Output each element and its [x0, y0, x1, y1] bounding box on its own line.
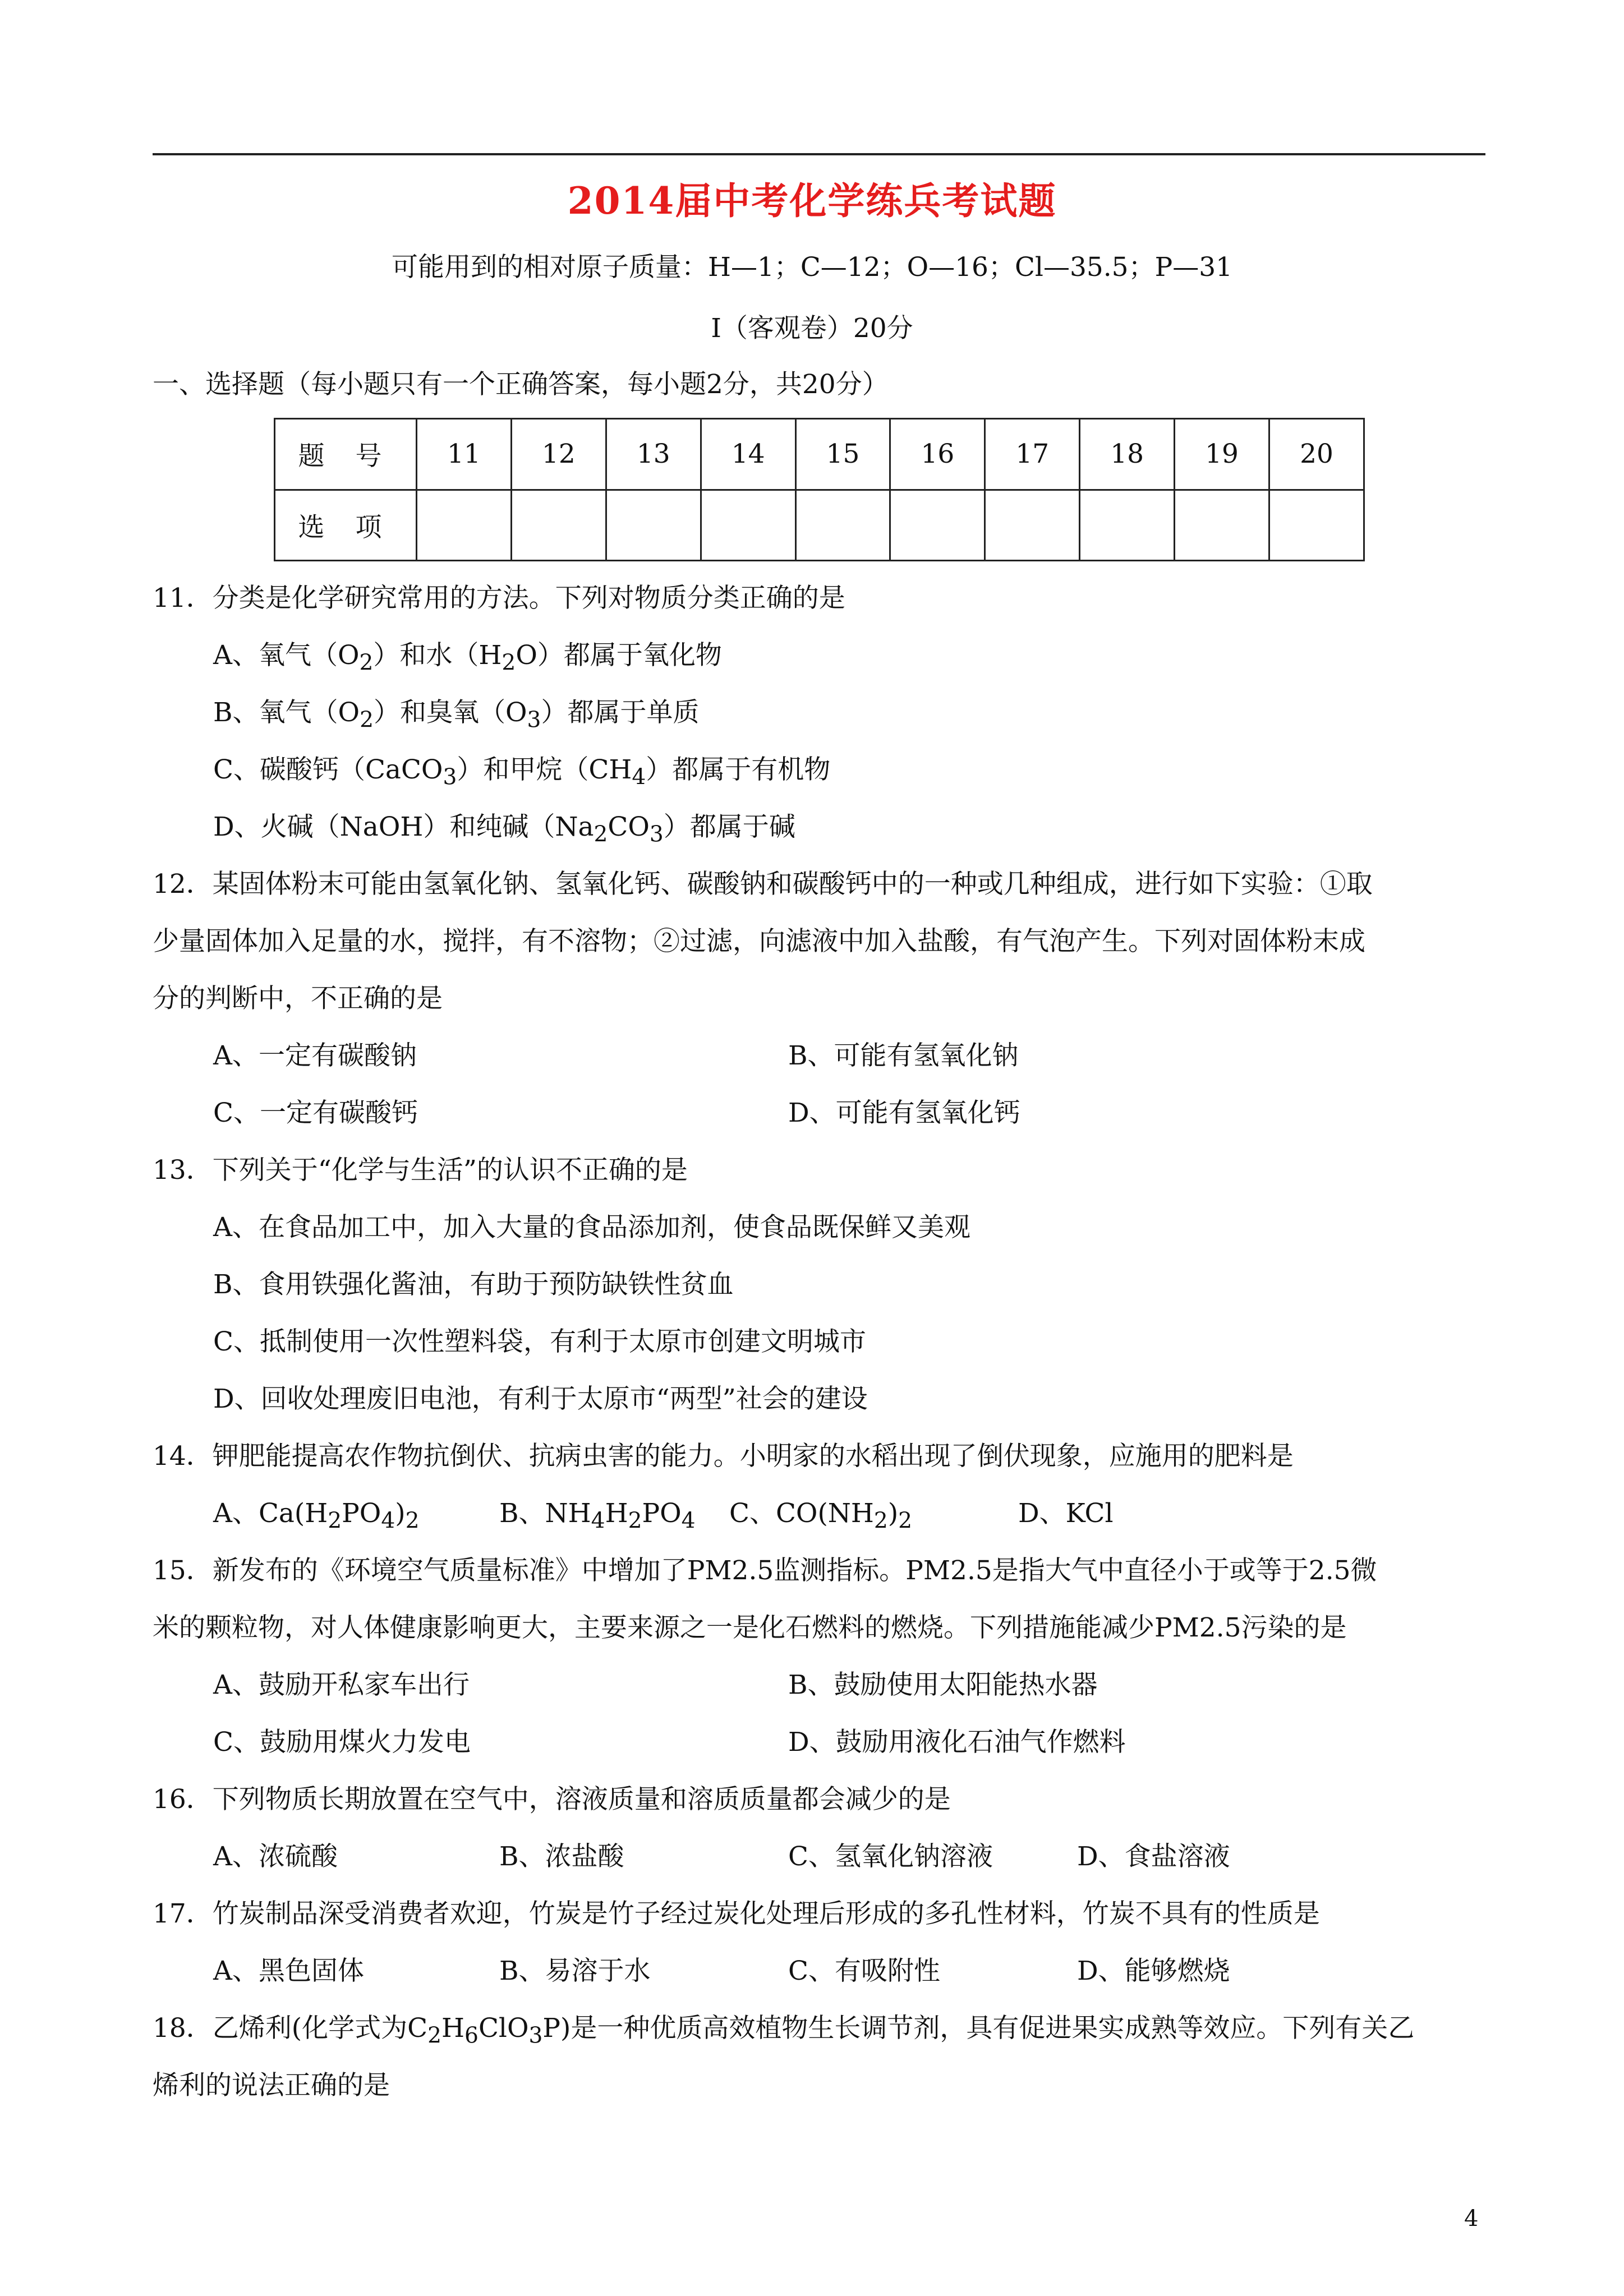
table-row — [275, 490, 1364, 561]
q17-option-c: C、有吸附性 — [788, 1956, 940, 1986]
q12-stem-line3: 分的判断中，不正确的是 — [153, 983, 443, 1014]
q13-option-a: A、在食品加工中，加入大量的食品添加剂，使食品既保鲜又美观 — [213, 1212, 970, 1243]
q14-option-b: B、$NH_4H_2PO_4$ — [499, 1498, 696, 1534]
q17-option-a: A、黑色固体 — [213, 1956, 364, 1986]
q15-stem-line2: 米的颗粒物，对人体健康影响更大，主要来源之一是化石燃料的燃烧。下列措施能减少PM2.5污染的是 — [153, 1612, 1347, 1643]
question-number-cell: 14 — [701, 419, 795, 490]
q14-option-d: D、KCl — [1018, 1498, 1114, 1529]
q11-option-a: A、氧气$(O_2)$和水$(H_2O)$都属于氧化物 — [213, 640, 722, 676]
page-number: 4 — [1464, 2206, 1479, 2232]
answer-cell[interactable] — [795, 490, 890, 561]
answer-cell[interactable] — [417, 490, 512, 561]
answer-cell[interactable] — [1269, 490, 1364, 561]
atomic-masses: 可能用到的相对原子质量：H—1；C—12；O—16；Cl—35.5；P—31 — [391, 252, 1233, 283]
q14-stem: 14．钾肥能提高农作物抗倒伏、抗病虫害的能力。小明家的水稻出现了倒伏现象，应施用的肥料是 — [153, 1441, 1294, 1472]
q17-option-b: B、易溶于水 — [499, 1956, 651, 1986]
question-number-cell: 13 — [606, 419, 701, 490]
q15-stem-line1: 15．新发布的《环境空气质量标准》中增加了PM2.5监测指标。PM2.5是指大气中直径小于或等于2.5微 — [153, 1555, 1377, 1586]
q15-option-a: A、鼓励开私家车出行 — [213, 1670, 470, 1700]
q14-option-a: A、$Ca(H_2PO_4)_2$ — [213, 1498, 420, 1534]
header-rule — [153, 153, 1485, 155]
question-number-cell: 20 — [1269, 419, 1364, 490]
question-number-cell: 15 — [795, 419, 890, 490]
answer-cell[interactable] — [701, 490, 795, 561]
q12-option-b: B、可能有氢氧化钠 — [788, 1040, 1019, 1071]
answer-cell[interactable] — [511, 490, 606, 561]
q15-option-d: D、鼓励用液化石油气作燃料 — [788, 1727, 1126, 1758]
question-number-cell: 11 — [417, 419, 512, 490]
q18-stem-line2: 烯利的说法正确的是 — [153, 2070, 390, 2101]
q18-stem-line1: 18．乙烯利(化学式为$C_2H_6ClO_3P$)是一种优质高效植物生长调节剂，具有促进果实成熟等效应。下列有关乙 — [153, 2013, 1415, 2049]
question-number-cell: 18 — [1080, 419, 1175, 490]
answer-cell[interactable] — [1080, 490, 1175, 561]
q12-option-d: D、可能有氢氧化钙 — [788, 1098, 1020, 1128]
table-row — [275, 419, 1364, 490]
q13-stem: 13．下列关于“化学与生活”的认识不正确的是 — [153, 1155, 688, 1186]
q13-option-c: C、抵制使用一次性塑料袋，有利于太原市创建文明城市 — [213, 1326, 866, 1357]
question-number-cell: 19 — [1175, 419, 1269, 490]
q11-option-c: C、碳酸钙（CaCO$_3$）和甲烷$(CH_4)$都属于有机物 — [213, 754, 831, 790]
q12-option-c: C、一定有碳酸钙 — [213, 1098, 418, 1128]
answer-table — [274, 418, 1365, 561]
q17-stem: 17．竹炭制品深受消费者欢迎，竹炭是竹子经过炭化处理后形成的多孔性材料，竹炭不具有的性质是 — [153, 1898, 1320, 1929]
q16-option-c: C、氢氧化钠溶液 — [788, 1841, 993, 1872]
q11-option-d: D、火碱（NaOH）和纯碱$(Na_2CO_3)$都属于碱 — [213, 812, 795, 847]
part-heading: Ⅰ（客观卷）20分 — [711, 313, 913, 344]
q15-option-c: C、鼓励用煤火力发电 — [213, 1727, 471, 1758]
q13-option-d: D、回收处理废旧电池，有利于太原市“两型”社会的建设 — [213, 1384, 868, 1414]
q17-option-d: D、能够燃烧 — [1077, 1956, 1230, 1986]
q16-option-b: B、浓盐酸 — [499, 1841, 624, 1872]
q12-stem-line1: 12．某固体粉末可能由氢氧化钠、氢氧化钙、碳酸钠和碳酸钙中的一种或几种组成，进行如下实验：①取 — [153, 869, 1373, 900]
section-heading: 一、选择题（每小题只有一个正确答案，每小题2分，共20分） — [153, 369, 889, 400]
q13-option-b: B、食用铁强化酱油，有助于预防缺铁性贫血 — [213, 1269, 734, 1300]
row-label-number: 题 号 — [275, 419, 417, 490]
row-label-answer: 选 项 — [275, 490, 417, 561]
q16-option-d: D、食盐溶液 — [1077, 1841, 1230, 1872]
question-number-cell: 16 — [890, 419, 985, 490]
q14-option-c: C、$CO(NH_2)_2$ — [729, 1498, 913, 1534]
q16-stem: 16．下列物质长期放置在空气中，溶液质量和溶质质量都会减少的是 — [153, 1784, 951, 1815]
answer-cell[interactable] — [890, 490, 985, 561]
answer-cell[interactable] — [606, 490, 701, 561]
q11-stem: 11．分类是化学研究常用的方法。下列对物质分类正确的是 — [153, 583, 845, 614]
q15-option-b: B、鼓励使用太阳能热水器 — [788, 1670, 1098, 1700]
answer-cell[interactable] — [1175, 490, 1269, 561]
q12-stem-line2: 少量固体加入足量的水，搅拌，有不溶物；②过滤，向滤液中加入盐酸，有气泡产生。下列对固体粉末成 — [153, 926, 1365, 957]
q11-option-b: B、氧气$(O_2)$和臭氧$(O_3)$都属于单质 — [213, 697, 700, 733]
page-title: 2014届中考化学练兵考试题 — [567, 179, 1057, 223]
q16-option-a: A、浓硫酸 — [213, 1841, 338, 1872]
question-number-cell: 17 — [985, 419, 1080, 490]
question-number-cell: 12 — [511, 419, 606, 490]
answer-cell[interactable] — [985, 490, 1080, 561]
q12-option-a: A、一定有碳酸钠 — [213, 1040, 417, 1071]
